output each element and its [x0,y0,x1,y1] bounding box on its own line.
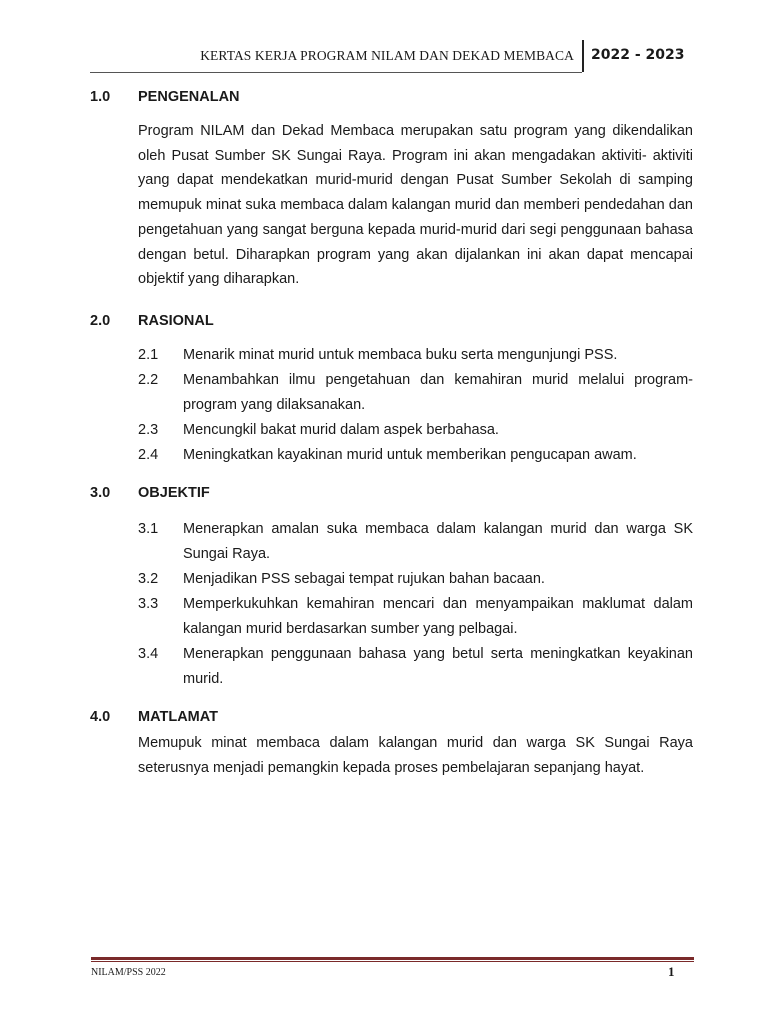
item-number: 3.1 [138,521,159,537]
section-title: OBJEKTIF [138,485,210,501]
header-rule [90,72,582,73]
item-text: Mencungkil bakat murid dalam aspek berbahasa. [183,422,499,438]
section-number: 2.0 [90,313,111,329]
section-title: PENGENALAN [138,89,240,105]
section-title: MATLAMAT [138,709,218,725]
section-paragraph-pengenalan: Program NILAM dan Dekad Membaca merupakan satu program yang dikendalikan oleh Pusat Sumber SK Sungai Raya. Program ini akan mengadakan aktiviti- aktiviti yang dapat mendekatkan murid-murid dengan Pusat Sumber Sekolah di samping memupuk minat suka membaca dalam kalangan murid dan memberi pendedahan dan pengetahuan yang sangat berguna kepada murid-murid dari segi penggunaan bahasa dengan betul. Diharapkan program yang akan dijalankan ini akan dapat mencapai objektif yang diharapkan. [138,123,693,288]
list-item [138,418,693,443]
footer-label: NILAM/PSS 2022 [91,967,166,978]
footer-rule-thin [91,961,694,962]
footer-rule-thick [91,957,694,960]
list-item [138,343,693,368]
item-text: Meningkatkan kayakinan murid untuk memberikan pengucapan awam. [183,447,637,463]
item-text: Menerapkan amalan suka membaca dalam kalangan murid dan warga SK Sungai Raya. [183,521,693,562]
header-year: 2022 - 2023 [591,47,685,63]
section-number: 1.0 [90,89,111,105]
item-number: 2.4 [138,447,159,463]
list-item [138,592,693,641]
item-text: Menarik minat murid untuk membaca buku serta mengunjungi PSS. [183,347,618,363]
list-item [138,567,693,592]
section-heading-objektif [90,485,210,501]
item-text: Menjadikan PSS sebagai tempat rujukan bahan bacaan. [183,571,545,587]
item-text: Menambahkan ilmu pengetahuan dan kemahiran murid melalui program-program yang dilaksanakan. [183,372,693,413]
item-number: 2.2 [138,372,159,388]
header-title: KERTAS KERJA PROGRAM NILAM DAN DEKAD MEMBACA [200,48,574,63]
item-number: 3.3 [138,596,159,612]
list-item [138,368,693,417]
header-divider [582,40,584,72]
page-header [90,38,692,74]
section-number: 3.0 [90,485,111,501]
item-number: 3.2 [138,571,159,587]
section-heading-matlamat [90,709,218,725]
section-heading-pengenalan [90,89,240,105]
section-heading-rasional [90,313,214,329]
item-number: 2.1 [138,347,159,363]
list-item [138,642,693,691]
item-number: 2.3 [138,422,159,438]
item-text: Memperkukuhkan kemahiran mencari dan menyampaikan maklumat dalam kalangan murid berdasarkan sumber yang pelbagai. [183,596,693,637]
section-paragraph-matlamat: Memupuk minat membaca dalam kalangan murid dan warga SK Sungai Raya seterusnya menjadi pemangkin kepada proses pembelajaran sepanjang hayat. [138,735,693,776]
section-number: 4.0 [90,709,111,725]
item-number: 3.4 [138,646,159,662]
item-text: Menerapkan penggunaan bahasa yang betul serta meningkatkan keyakinan murid. [183,646,693,687]
page-number: 1 [668,964,675,979]
list-item [138,517,693,566]
list-item [138,443,693,468]
section-title: RASIONAL [138,313,214,329]
